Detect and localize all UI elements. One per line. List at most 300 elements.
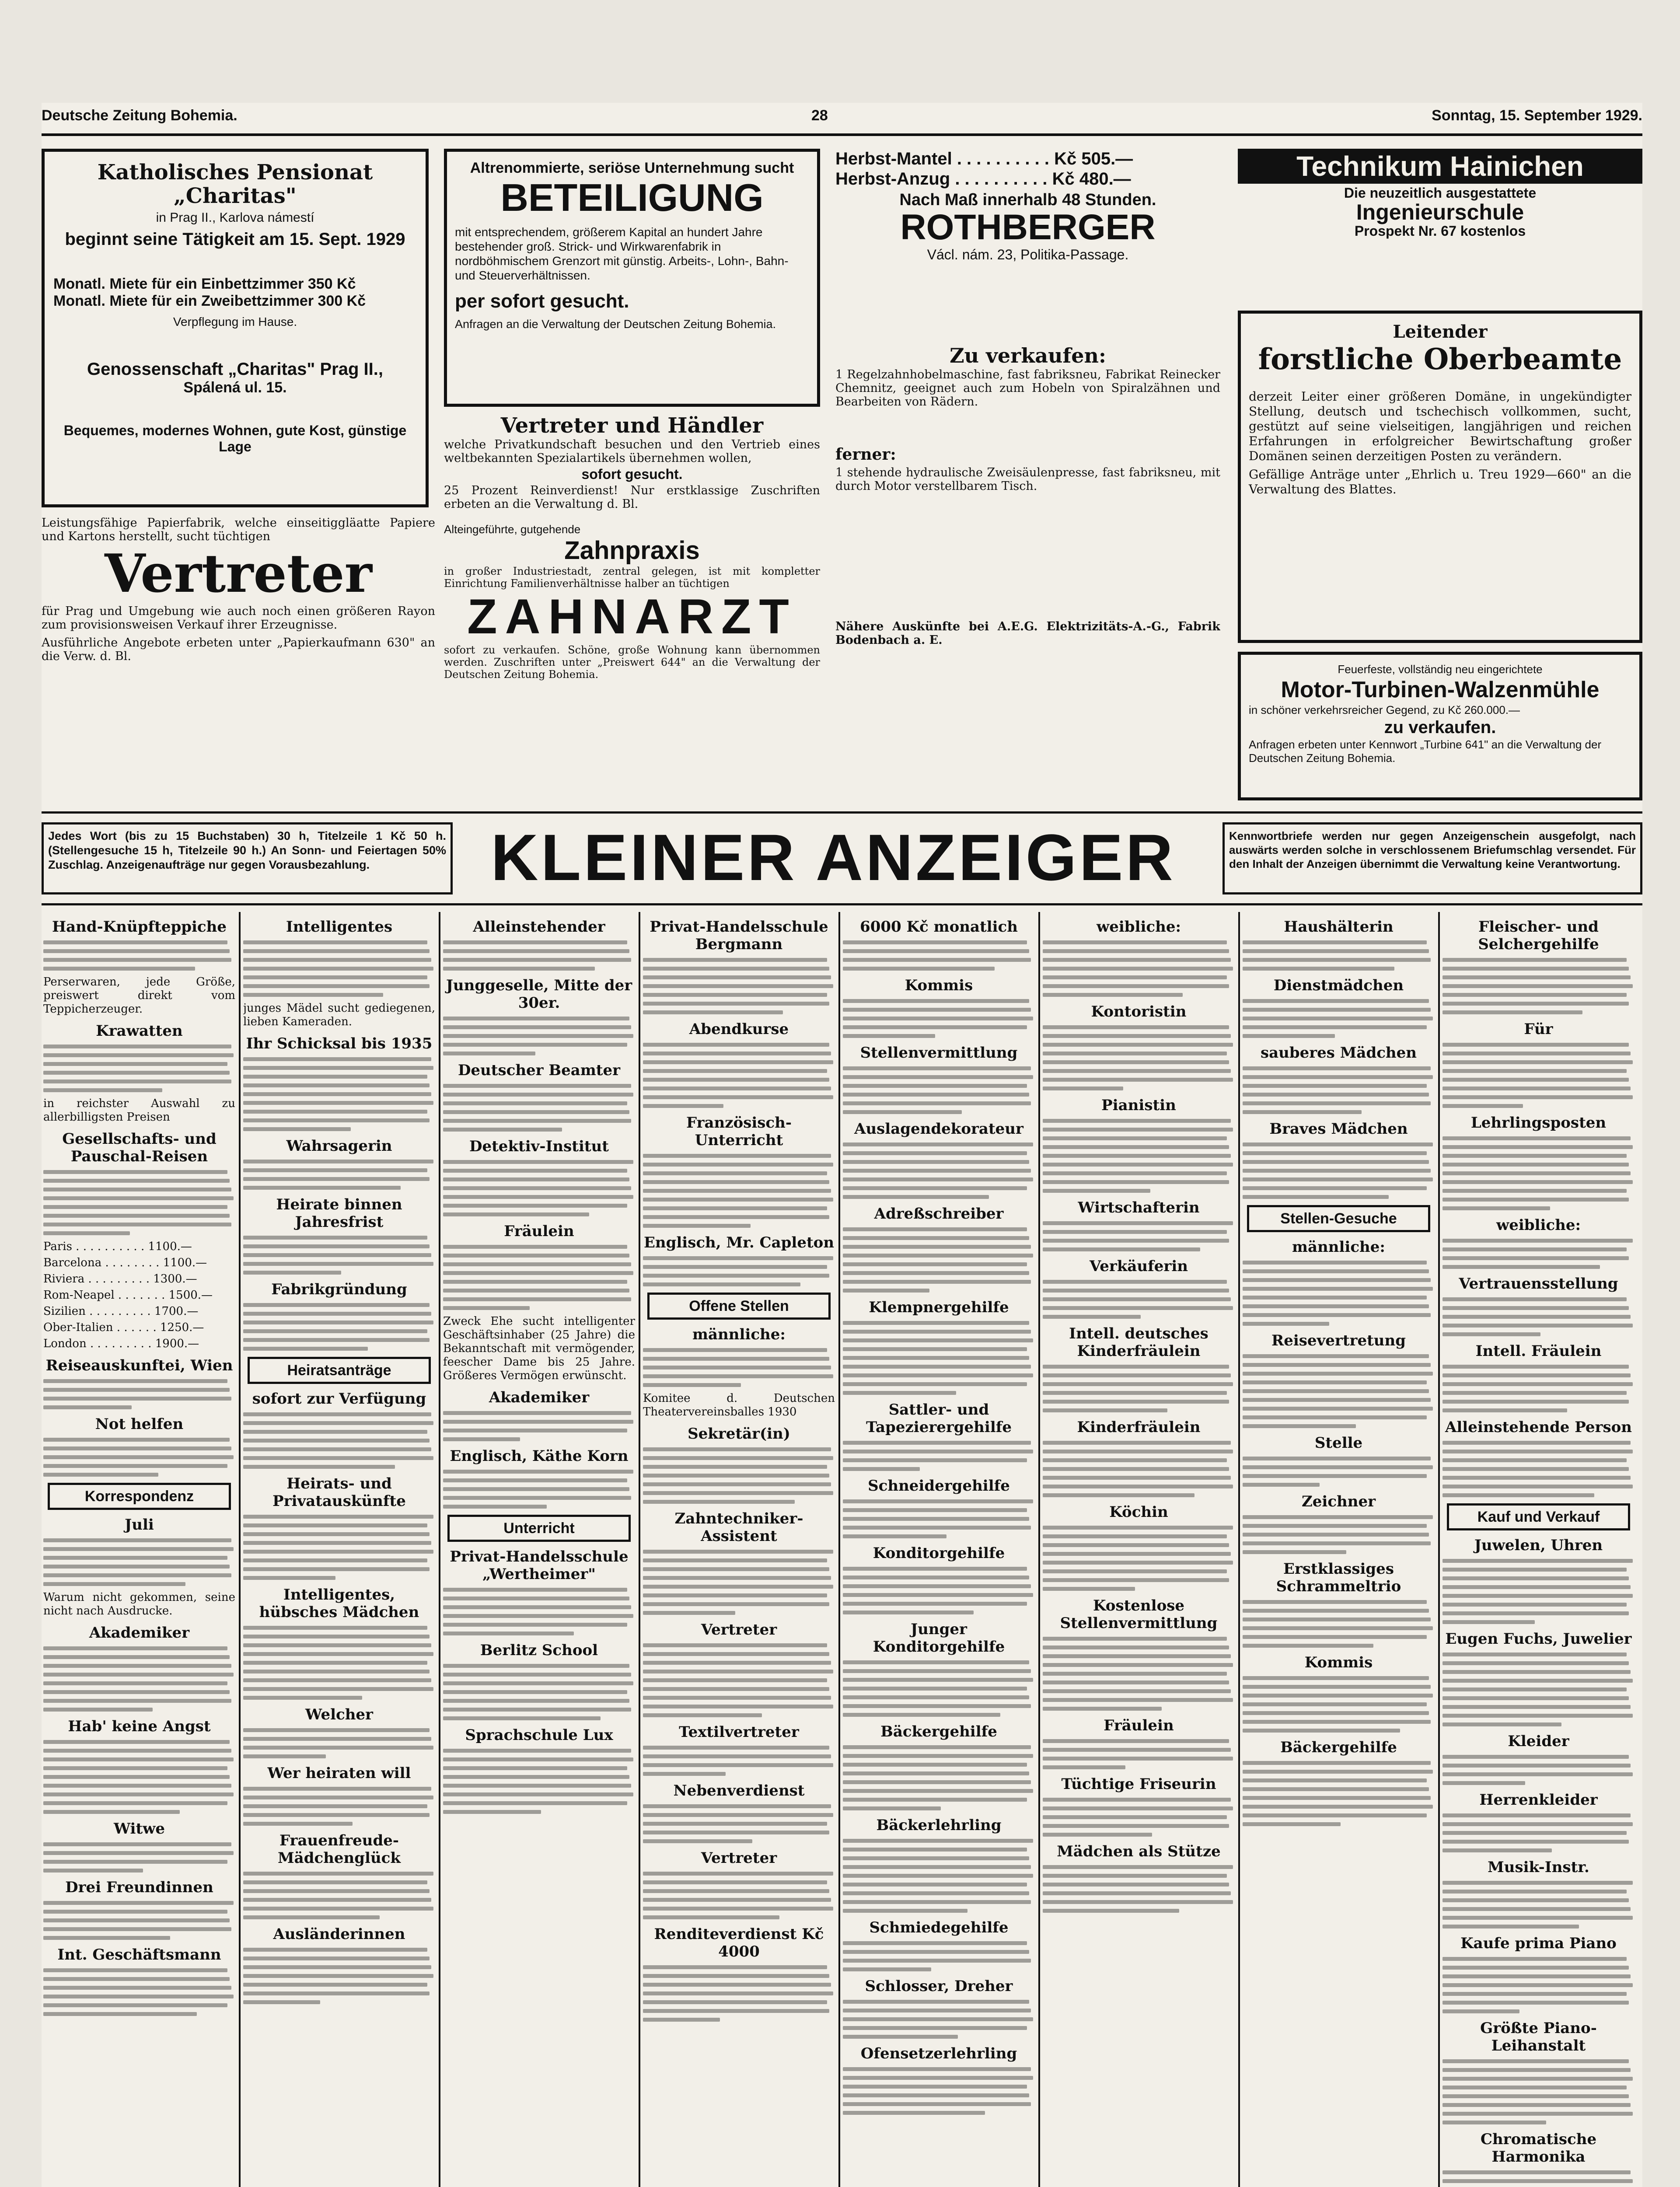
ad-heading: Klempnergehilfe — [869, 1299, 1009, 1316]
ad-body-placeholder — [643, 1348, 835, 1387]
ad-body-placeholder — [1043, 940, 1235, 997]
ad-vertreter-ref: Ausführliche Angebote erbeten unter „Papierkaufmann 630" an die Verw. d. Bl. — [42, 636, 435, 663]
ad-body-placeholder — [1243, 999, 1435, 1038]
ad-charitas-title: Katholisches Pensionat „Charitas" — [97, 160, 373, 208]
ad-heading: Größte Piano-Leihanstalt — [1480, 2019, 1597, 2054]
ad-body-placeholder — [1442, 1813, 1635, 1852]
kleiner-prices-text: Jedes Wort (bis zu 15 Buchstaben) 30 h, Titelzeile 1 Kč 50 h. (Stellengesuche 15 h, Titelzeile 90 h.) An Sonn- und Feiertagen 50% Zuschlag. Anzeigenaufträge nur gegen Vorausbezahlung. — [48, 829, 446, 871]
ad-body-placeholder — [243, 1728, 435, 1758]
ad-oberbeamte-top: Leitender — [1393, 321, 1488, 342]
ad-motor-sub: zu verkaufen. — [1384, 718, 1496, 737]
band-rule-top — [42, 811, 1642, 814]
ad-heading: Alleinstehende Person — [1445, 1418, 1632, 1436]
ad-heading: Abendkurse — [689, 1020, 789, 1038]
ad-heading: Berlitz School — [480, 1642, 598, 1659]
ad-vh-sub: sofort gesucht. — [581, 466, 683, 482]
ad-heading: Sattler- und Tapezierergehilfe — [866, 1401, 1012, 1436]
ad-body-placeholder — [643, 1447, 835, 1504]
ad-heading: Französisch-Unterricht — [686, 1114, 792, 1149]
ad-body-placeholder — [43, 1438, 235, 1477]
ad-verkaufen-title: Zu verkaufen: — [950, 344, 1106, 367]
ad-zahnpraxis-title: Zahnpraxis — [564, 536, 700, 565]
ad-body-placeholder — [1442, 1957, 1635, 2013]
ad-heading: Int. Geschäftsmann — [57, 1946, 221, 1963]
ad-body-placeholder — [1243, 1261, 1435, 1326]
ad-heading: Alleinstehender — [473, 918, 605, 936]
ad-heading: Zeichner — [1301, 1493, 1376, 1510]
ad-text: Zweck Ehe sucht intelligenter Geschäftsinhaber (25 Jahre) die Bekanntschaft mit vermögender, feescher Dame bis 25 Jahre. Größeres Vermögen erwünscht. — [443, 1315, 635, 1382]
ad-body-placeholder — [243, 1626, 435, 1700]
ad-heading: Schneidergehilfe — [868, 1477, 1010, 1495]
ad-heading: Wahrsagerin — [286, 1137, 392, 1155]
ad-technikum-line1: Die neuzeitlich ausgestattete — [1344, 185, 1537, 201]
ad-body-placeholder — [243, 1303, 435, 1351]
ad-heading: Dienstmädchen — [1273, 977, 1404, 994]
ad-heading: Bäckergehilfe — [880, 1723, 997, 1740]
ad-text: Riviera . . . . . . . . . 1300.— — [43, 1272, 197, 1286]
ad-heading: Herrenkleider — [1479, 1791, 1598, 1809]
ad-body-placeholder — [443, 1749, 635, 1814]
ad-body-placeholder — [443, 1411, 635, 1441]
ad-body-placeholder — [843, 2000, 1035, 2039]
ad-verkaufen-body2: 1 stehende hydraulische Zweisäulenpresse, fast fabriksneu, mit durch Motor verstellbarem Tisch. — [835, 466, 1220, 493]
ad-heading: Fleischer- und Selchergehilfe — [1478, 918, 1599, 953]
ad-body-placeholder — [1442, 1652, 1635, 1726]
ad-heading: Schmiedegehilfe — [869, 1919, 1009, 1936]
ad-heading: Zahntechniker-Assistent — [674, 1510, 803, 1545]
ad-body-placeholder — [243, 940, 435, 997]
ad-body-placeholder — [1442, 2059, 1635, 2124]
ad-body-placeholder — [1043, 1441, 1235, 1497]
ad-heading: Hab' keine Angst — [68, 1718, 211, 1735]
newspaper-page — [42, 103, 1642, 2187]
section-header: Offene Stellen — [647, 1293, 831, 1320]
ad-body-placeholder — [1043, 1280, 1235, 1319]
ad-body-placeholder — [1243, 1066, 1435, 1114]
ad-body-placeholder — [1043, 1119, 1235, 1193]
ad-body-placeholder — [843, 1941, 1035, 1971]
ad-body-placeholder — [243, 1872, 435, 1919]
ad-charitas-headline: beginnt seine Tätigkeit am 15. Sept. 1929 — [65, 230, 405, 249]
ad-zahnpraxis-top: Alteingeführte, gutgehende — [444, 523, 581, 536]
ad-heading: Bäckergehilfe — [1280, 1739, 1397, 1756]
ad-charitas-city: in Prag II., Karlova námestí — [156, 210, 314, 225]
ad-rothberger-line1: Herbst-Mantel . . . . . . . . . . Kč 505.— — [835, 149, 1133, 168]
ad-body-placeholder — [243, 1236, 435, 1275]
ad-heading: Lehrlingsposten — [1470, 1114, 1607, 1132]
ad-heading: Wirtschafterin — [1078, 1199, 1200, 1216]
ad-body-placeholder — [43, 1901, 235, 1940]
ad-heading: Privat-Handelsschule „Wertheimer" — [450, 1548, 629, 1583]
ad-body-placeholder — [243, 1787, 435, 1826]
ad-verkaufen-footer: Nähere Auskünfte bei A.E.G. Elektrizitäts-A.-G., Fabrik Bodenbach a. E. — [835, 620, 1220, 647]
classified-column-1 — [43, 912, 235, 2187]
classified-column-2 — [243, 912, 435, 2187]
ad-heading: Ausländerinnen — [273, 1925, 405, 1943]
ad-heading: Intell. Fräulein — [1475, 1342, 1602, 1360]
ad-zahnpraxis-body: in großer Industriestadt, zentral gelegen, ist mit kompletter Einrichtung Familienverhältnisse halber an tüchtigen — [444, 565, 820, 590]
ad-body-placeholder — [843, 1567, 1035, 1614]
ad-heading: Frauenfreude-Mädchenglück — [278, 1832, 401, 1867]
ad-zahnpraxis-big: ZAHNARZT — [467, 589, 797, 644]
page-number: 28 — [811, 107, 828, 124]
ad-heading: Auslagendekorateur — [854, 1120, 1023, 1138]
ad-heading: weibliche: — [1496, 1216, 1581, 1234]
ad-body-placeholder — [643, 1550, 835, 1615]
ad-verkaufen-sub: ferner: — [835, 445, 896, 464]
ad-heading: weibliche: — [1096, 918, 1181, 936]
ad-vh-body: welche Privatkundschaft besuchen und den Vertrieb eines weltbekannten Spezialartikels übernehmen wollen, — [444, 438, 820, 465]
ad-oberbeamte-title: forstliche Oberbeamte — [1258, 342, 1622, 376]
ad-body-placeholder — [443, 1017, 635, 1055]
classified-column-4 — [643, 912, 835, 2187]
ad-vertreter — [42, 516, 435, 739]
ad-beteiligung-ref: Anfragen an die Verwaltung der Deutschen Zeitung Bohemia. — [455, 318, 776, 331]
ad-body-placeholder — [43, 1045, 235, 1092]
ad-heading: Sekretär(in) — [688, 1425, 790, 1443]
ad-body-placeholder — [43, 1740, 235, 1814]
ad-body-placeholder — [1043, 1221, 1235, 1251]
ad-body-placeholder — [843, 1321, 1035, 1395]
column-rule — [639, 912, 640, 2187]
ad-beteiligung — [444, 149, 820, 407]
ad-body-placeholder — [843, 1066, 1035, 1114]
ad-technikum-line2: Ingenieurschule — [1356, 200, 1524, 224]
ad-heading: Kontoristin — [1091, 1003, 1187, 1020]
ad-body-placeholder — [643, 1965, 835, 2022]
ad-heading: Köchin — [1109, 1503, 1168, 1521]
ad-body-placeholder — [443, 940, 635, 971]
ad-heading: Detektiv-Institut — [469, 1138, 609, 1155]
ad-text: Barcelona . . . . . . . . 1100.— — [43, 1256, 207, 1269]
ad-body-placeholder — [1043, 1865, 1235, 1913]
ad-heading: Privat-Handelsschule Bergmann — [650, 918, 828, 953]
ad-heading: männliche: — [1292, 1238, 1385, 1256]
ad-body-placeholder — [1442, 1239, 1635, 1269]
ad-motor-body: in schöner verkehrsreicher Gegend, zu Kč 260.000.— — [1249, 703, 1520, 716]
column-rule — [439, 912, 440, 2187]
ad-motor-top: Feuerfeste, vollständig neu eingerichtete — [1338, 663, 1543, 676]
ad-body-placeholder — [43, 1842, 235, 1873]
ad-body-placeholder — [443, 1470, 635, 1509]
ad-beteiligung-body: mit entsprechendem, größerem Kapital an hundert Jahre bestehender groß. Strick- und Wirkwarenfabrik in nordböhmischem Grenzort mit günstig. Arbeits-, Lohn-, Bahn- und Steuerverhältnissen. — [455, 225, 789, 282]
ad-body-placeholder — [243, 1948, 435, 2004]
ad-body-placeholder — [1442, 1365, 1635, 1412]
ad-charitas-line2: Monatl. Miete für ein Zweibettzimmer 300 Kč — [53, 293, 366, 309]
ad-rothberger-name: ROTHBERGER — [900, 207, 1156, 247]
section-header: Heiratsanträge — [248, 1357, 431, 1384]
ad-charitas-line1: Monatl. Miete für ein Einbettzimmer 350 Kč — [53, 276, 356, 292]
ad-heading: Witwe — [113, 1820, 165, 1838]
ad-body-placeholder — [1442, 1755, 1635, 1785]
ad-body-placeholder — [1442, 1297, 1635, 1336]
ad-vertreter-haendler — [444, 413, 820, 516]
ad-text: Komitee d. Deutschen Theatervereinsballes 1930 — [643, 1392, 835, 1418]
ad-body-placeholder — [443, 1160, 635, 1216]
kleiner-terms-text: Kennwortbriefe werden nur gegen Anzeigenschein ausgefolgt, nach auswärts werden solche in verschlossenem Briefumschlag versendet. Für den Inhalt der Anzeigen übernimmt die Verwaltung keine Verantwortung. — [1229, 829, 1636, 870]
ad-heading: Krawatten — [96, 1022, 183, 1040]
ad-heading: Braves Mädchen — [1269, 1120, 1408, 1138]
ad-oberbeamte-ref: Gefällige Anträge unter „Ehrlich u. Treu 1929—660" an die Verwaltung des Blattes. — [1249, 467, 1631, 496]
ad-zu-verkaufen — [835, 343, 1220, 803]
ad-body-placeholder — [243, 1160, 435, 1190]
ad-body-placeholder — [443, 1588, 635, 1635]
ad-body-placeholder — [643, 1643, 835, 1717]
ad-vertreter-top: Leistungsfähige Papierfabrik, welche einseitiggläatte Papiere und Kartons herstellt, sucht tüchtigen — [42, 516, 435, 543]
ad-rothberger-line2: Herbst-Anzug . . . . . . . . . . Kč 480.— — [835, 169, 1131, 189]
ad-body-placeholder — [843, 1839, 1035, 1913]
ad-body-placeholder — [843, 940, 1035, 971]
ad-heading: Textilvertreter — [679, 1723, 799, 1741]
ad-motor-ref: Anfragen erbeten unter Kennwort „Turbine 641" an die Verwaltung der Deutschen Zeitung Bohemia. — [1249, 738, 1602, 765]
ad-body-placeholder — [843, 1227, 1035, 1293]
ad-heading: Stellenvermittlung — [860, 1044, 1018, 1062]
ad-vertreter-body: für Prag und Umgebung wie auch noch einen größeren Rayon zum provisionsweisen Verkauf ihrer Erzeugnisse. — [42, 604, 435, 632]
ad-text: Paris . . . . . . . . . . 1100.— — [43, 1240, 192, 1253]
running-head-left: Deutsche Zeitung Bohemia. — [42, 107, 238, 124]
ad-heading: Kommis — [1304, 1654, 1373, 1671]
ad-rothberger — [835, 149, 1220, 337]
ad-body-placeholder — [843, 1499, 1035, 1538]
ad-verkaufen-body: 1 Regelzahnhobelmaschine, fast fabriksneu, Fabrikat Reinecker Chemnitz, geeignet auch zum Hobeln von Spiralzähnen und Bearbeiten von Rädern. — [835, 368, 1220, 409]
ad-text: in reichster Auswahl zu allerbilligsten Preisen — [43, 1097, 235, 1124]
ad-charitas-street: Spálená ul. 15. — [183, 379, 287, 396]
ad-heading: Schlosser, Dreher — [865, 1977, 1013, 1995]
ad-heading: Sprachschule Lux — [465, 1726, 613, 1744]
ad-body-placeholder — [843, 1142, 1035, 1199]
ad-body-placeholder — [643, 958, 835, 1014]
ad-heading: Vertreter — [701, 1849, 777, 1867]
ad-heading: Hand-Knüpfteppiche — [52, 918, 227, 936]
ad-beteiligung-sub: per sofort gesucht. — [455, 290, 629, 312]
ad-heading: Fabrikgründung — [271, 1281, 407, 1298]
ad-body-placeholder — [43, 1170, 235, 1235]
kleiner-terms — [1222, 822, 1642, 894]
ad-body-placeholder — [643, 1872, 835, 1919]
classified-column-3 — [443, 912, 635, 2187]
ad-charitas — [42, 149, 429, 507]
ad-heading: männliche: — [692, 1326, 786, 1343]
ad-heading: Intelligentes, hübsches Mädchen — [259, 1586, 419, 1621]
ad-heading: Musik-Instr. — [1488, 1859, 1589, 1876]
ad-body-placeholder — [1043, 1798, 1235, 1837]
ad-vertreter-title: Vertreter — [105, 543, 372, 604]
ad-heading: Juwelen, Uhren — [1474, 1537, 1603, 1554]
ad-text: Rom-Neapel . . . . . . . 1500.— — [43, 1289, 213, 1302]
ad-heading: sauberes Mädchen — [1260, 1044, 1417, 1062]
ad-text: junges Mädel sucht gediegenen, lieben Kameraden. — [243, 1002, 435, 1028]
ad-heading: Tüchtige Friseurin — [1061, 1775, 1216, 1793]
ad-heading: Kaufe prima Piano — [1460, 1935, 1617, 1952]
ad-heading: Mädchen als Stütze — [1057, 1843, 1221, 1860]
ad-heading: Kostenlose Stellenvermittlung — [1060, 1597, 1218, 1632]
ad-body-placeholder — [243, 1515, 435, 1580]
ad-body-placeholder — [843, 2067, 1035, 2115]
ad-body-placeholder — [1243, 1457, 1435, 1487]
column-rule — [1238, 912, 1240, 2187]
ad-heading: Juli — [125, 1516, 154, 1534]
ad-heading: Kinderfräulein — [1077, 1418, 1201, 1436]
ad-body-placeholder — [1442, 2170, 1635, 2187]
ad-rothberger-address: Václ. nám. 23, Politika-Passage. — [927, 247, 1129, 262]
ad-heading: Für — [1524, 1020, 1553, 1038]
ad-body-placeholder — [43, 1538, 235, 1586]
ad-body-placeholder — [1442, 1136, 1635, 1210]
ad-heading: sofort zur Verfügung — [252, 1390, 426, 1408]
section-header: Stellen-Gesuche — [1247, 1205, 1430, 1232]
ad-motorturbinen — [1238, 652, 1642, 800]
ad-body-placeholder — [843, 1660, 1035, 1717]
ad-charitas-footer: Bequemes, modernes Wohnen, gute Kost, günstige Lage — [63, 423, 407, 454]
ad-body-placeholder — [1243, 1676, 1435, 1733]
ad-body-placeholder — [643, 1746, 835, 1776]
ad-heading: Intelligentes — [286, 918, 393, 936]
ad-body-placeholder — [843, 999, 1035, 1038]
ad-beteiligung-top: Altrenommierte, seriöse Unternehmung sucht — [470, 160, 794, 176]
ad-heading: Ihr Schicksal bis 1935 — [246, 1035, 433, 1052]
band-rule-bottom — [42, 903, 1642, 905]
ad-body-placeholder — [1243, 1515, 1435, 1554]
ad-heading: Englisch, Mr. Capleton — [643, 1234, 835, 1251]
ad-heading: Kommis — [905, 977, 973, 994]
ad-text: Sizilien . . . . . . . . . 1700.— — [43, 1305, 199, 1318]
ad-rothberger-line3: Nach Maß innerhalb 48 Stunden. — [899, 191, 1156, 209]
ad-heading: Ofensetzerlehrling — [860, 2045, 1017, 2062]
section-header: Unterricht — [447, 1515, 631, 1542]
ad-heading: Welcher — [305, 1706, 373, 1723]
classified-column-8 — [1442, 912, 1635, 2187]
ad-heading: Vertrauensstellung — [1459, 1275, 1618, 1293]
section-header: Korrespondenz — [48, 1483, 231, 1510]
ad-body-placeholder — [1243, 1354, 1435, 1428]
ad-beteiligung-title: BETEILIGUNG — [500, 176, 764, 219]
ad-heading: Kleider — [1508, 1733, 1569, 1750]
kleiner-anzeiger-title: KLEINER ANZEIGER — [491, 821, 1176, 894]
ad-heading: Haushälterin — [1284, 918, 1394, 936]
ad-technikum-line3: Prospekt Nr. 67 kostenlos — [1354, 223, 1526, 239]
ad-technikum-title: Technikum Hainichen — [1238, 149, 1642, 184]
running-head-right: Sonntag, 15. September 1929. — [1432, 107, 1642, 124]
ad-body-placeholder — [1442, 1043, 1635, 1108]
ad-body-placeholder — [643, 1043, 835, 1108]
ad-heading: Wer heiraten will — [267, 1764, 411, 1782]
ad-text: Perserwaren, jede Größe, preiswert direkt vom Teppicherzeuger. — [43, 975, 235, 1016]
ad-body-placeholder — [1243, 1600, 1435, 1648]
column-rule — [1038, 912, 1040, 2187]
ad-text: Ober-Italien . . . . . . 1250.— — [43, 1321, 204, 1334]
ad-heading: Nebenverdienst — [673, 1782, 805, 1799]
ad-body-placeholder — [643, 1256, 835, 1286]
ad-heading: Eugen Fuchs, Juwelier — [1445, 1630, 1632, 1648]
ad-zahnpraxis — [444, 523, 820, 741]
section-header: Kauf und Verkauf — [1447, 1503, 1630, 1530]
ad-heading: Bäckerlehrling — [876, 1817, 1002, 1834]
ad-body-placeholder — [443, 1245, 635, 1310]
ad-motor-title: Motor-Turbinen-Walzenmühle — [1281, 677, 1600, 702]
ad-body-placeholder — [1442, 1881, 1635, 1928]
ad-heading: Drei Freundinnen — [65, 1879, 213, 1896]
ad-heading: 6000 Kč monatlich — [860, 918, 1018, 936]
ad-heading: Erstklassiges Schrammeltrio — [1276, 1560, 1401, 1595]
ad-heading: Englisch, Käthe Korn — [450, 1447, 629, 1465]
ad-body-placeholder — [1243, 1761, 1435, 1826]
ad-body-placeholder — [843, 1745, 1035, 1810]
ad-heading: Fräulein — [504, 1223, 574, 1240]
ad-body-placeholder — [443, 1664, 635, 1720]
ad-body-placeholder — [1043, 1365, 1235, 1412]
ad-body-placeholder — [1043, 1526, 1235, 1591]
ad-body-placeholder — [1043, 1637, 1235, 1711]
ad-heading: Heirate binnen Jahresfrist — [276, 1196, 402, 1231]
ad-body-placeholder — [643, 1154, 835, 1228]
ad-body-placeholder — [43, 1379, 235, 1409]
ad-body-placeholder — [1043, 1025, 1235, 1090]
ad-heading: Junggeselle, Mitte der 30er. — [446, 977, 632, 1012]
ad-body-placeholder — [43, 1646, 235, 1712]
column-rule — [838, 912, 840, 2187]
ad-heading: Pianistin — [1101, 1097, 1176, 1114]
ad-oberbeamte-body: derzeit Leiter einer größeren Domäne, in ungekündigter Stellung, deutsch und tschechisch vollkommen, sucht, gestützt auf seine vielseitigen, langjährigen und reichen Erfahrungen in erfolgreicher Bewirtschaftung großer Domänen seinen derzeitigen Posten zu verändern. — [1249, 389, 1631, 463]
ad-heading: Vertreter — [701, 1621, 777, 1639]
ad-body-placeholder — [1243, 1142, 1435, 1199]
ad-text: Warum nicht gekommen, seine nicht nach Ausdrucke. — [43, 1591, 235, 1618]
ad-charitas-society: Genossenschaft „Charitas" Prag II., — [87, 360, 383, 379]
classified-column-6 — [1043, 912, 1235, 2187]
ad-body-placeholder — [243, 1412, 435, 1469]
ad-heading: Heirats- und Privatauskünfte — [272, 1475, 406, 1510]
classified-column-7 — [1243, 912, 1435, 2187]
ad-heading: Renditeverdienst Kč 4000 — [654, 1925, 824, 1960]
ad-oberbeamte — [1238, 311, 1642, 643]
ad-heading: Akademiker — [489, 1389, 590, 1406]
ad-body-placeholder — [43, 940, 235, 971]
ad-body-placeholder — [1442, 1559, 1635, 1624]
ad-heading: Chromatische Harmonika — [1480, 2131, 1597, 2166]
ad-text: London . . . . . . . . . 1900.— — [43, 1337, 199, 1350]
column-rule — [239, 912, 241, 2187]
ad-heading: Intell. deutsches Kinderfräulein — [1069, 1325, 1208, 1360]
ad-heading: Gesellschafts- und Pauschal-Reisen — [62, 1130, 217, 1165]
kleiner-prices — [42, 822, 453, 894]
ad-heading: Konditorgehilfe — [873, 1544, 1005, 1562]
ad-body-placeholder — [1442, 958, 1635, 1014]
ad-heading: Junger Konditorgehilfe — [873, 1621, 1005, 1656]
ad-body-placeholder — [1243, 940, 1435, 971]
ad-body-placeholder — [1043, 1739, 1235, 1769]
ad-vh-title: Vertreter und Händler — [500, 413, 764, 438]
ad-body-placeholder — [843, 1441, 1035, 1471]
running-head — [42, 103, 1642, 136]
ad-heading: Not helfen — [95, 1415, 184, 1433]
ad-heading: Reisevertretung — [1271, 1332, 1406, 1349]
ad-heading: Reiseauskunftei, Wien — [45, 1357, 233, 1374]
ad-body-placeholder — [1442, 1441, 1635, 1497]
classified-column-5 — [843, 912, 1035, 2187]
ad-charitas-line3: Verpflegung im Hause. — [173, 315, 297, 328]
ad-heading: Stelle — [1314, 1434, 1363, 1452]
ad-heading: Akademiker — [89, 1624, 190, 1642]
column-rule — [1438, 912, 1440, 2187]
ad-body-placeholder — [43, 1968, 235, 2016]
ad-body-placeholder — [243, 1057, 435, 1131]
ad-heading: Verkäuferin — [1090, 1258, 1188, 1275]
ad-heading: Adreßschreiber — [874, 1205, 1004, 1223]
ad-body-placeholder — [443, 1084, 635, 1132]
ad-heading: Fräulein — [1104, 1717, 1174, 1734]
ad-vh-ref: 25 Prozent Reinverdienst! Nur erstklassige Zuschriften erbeten an die Verwaltung d. Bl. — [444, 484, 820, 511]
ad-heading: Deutscher Beamter — [458, 1062, 621, 1079]
ad-body-placeholder — [643, 1804, 835, 1843]
